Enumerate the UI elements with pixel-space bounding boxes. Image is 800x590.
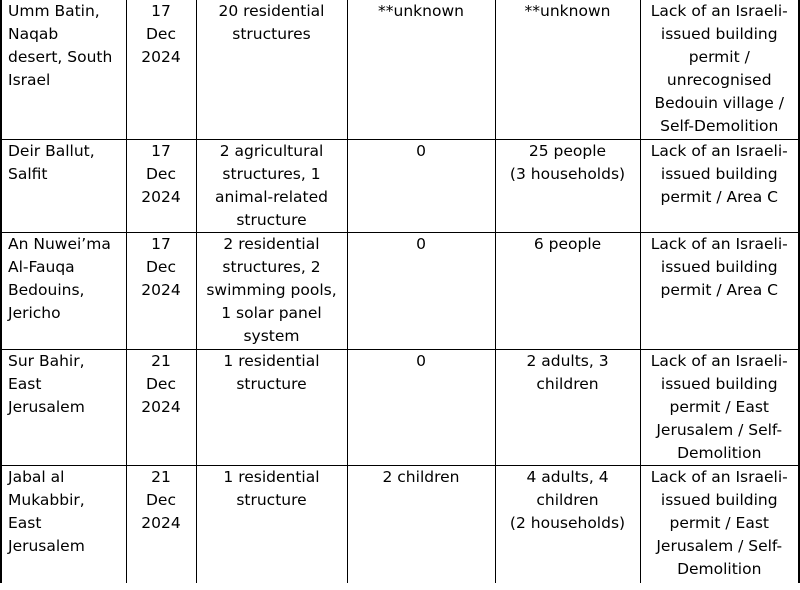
- location-cell: Jabal al Mukabbir, East Jerusalem: [1, 466, 126, 584]
- location-cell: Umm Batin, Naqab desert, South Israel: [1, 0, 126, 140]
- reason-cell: Lack of an Israeli- issued building permit / unrecognised Bedouin village / Self-Demolition: [640, 0, 799, 140]
- table-row: [1, 140, 799, 233]
- displaced-cell: 0: [347, 140, 495, 233]
- affected-cell: 25 people (3 households): [495, 140, 640, 233]
- location-cell: Deir Ballut, Salfit: [1, 140, 126, 233]
- location-cell: Sur Bahir, East Jerusalem: [1, 350, 126, 466]
- table-row: [1, 350, 799, 466]
- affected-cell: **unknown: [495, 0, 640, 140]
- affected-cell: 2 adults, 3 children: [495, 350, 640, 466]
- date-cell: 17 Dec 2024: [126, 0, 196, 140]
- structures-cell: 2 agricultural structures, 1 animal-related structure: [196, 140, 347, 233]
- date-cell: 21 Dec 2024: [126, 466, 196, 584]
- reason-cell: Lack of an Israeli- issued building permit / Area C: [640, 233, 799, 350]
- reason-cell: Lack of an Israeli- issued building permit / Area C: [640, 140, 799, 233]
- date-cell: 21 Dec 2024: [126, 350, 196, 466]
- affected-cell: 6 people: [495, 233, 640, 350]
- location-cell: An Nuwei’ma Al-Fauqa Bedouins, Jericho: [1, 233, 126, 350]
- reason-cell: Lack of an Israeli- issued building permit / East Jerusalem / Self- Demolition: [640, 466, 799, 584]
- date-cell: 17 Dec 2024: [126, 233, 196, 350]
- affected-cell: 4 adults, 4 children (2 households): [495, 466, 640, 584]
- table-row: [1, 0, 799, 140]
- structures-cell: 20 residential structures: [196, 0, 347, 140]
- structures-cell: 1 residential structure: [196, 466, 347, 584]
- structures-cell: 1 residential structure: [196, 350, 347, 466]
- reason-cell: Lack of an Israeli- issued building permit / East Jerusalem / Self- Demolition: [640, 350, 799, 466]
- date-cell: 17 Dec 2024: [126, 140, 196, 233]
- displaced-cell: **unknown: [347, 0, 495, 140]
- structures-cell: 2 residential structures, 2 swimming pools, 1 solar panel system: [196, 233, 347, 350]
- displaced-cell: 0: [347, 350, 495, 466]
- displaced-cell: 2 children: [347, 466, 495, 584]
- table-row: [1, 233, 799, 350]
- table-row: [1, 466, 799, 584]
- displaced-cell: 0: [347, 233, 495, 350]
